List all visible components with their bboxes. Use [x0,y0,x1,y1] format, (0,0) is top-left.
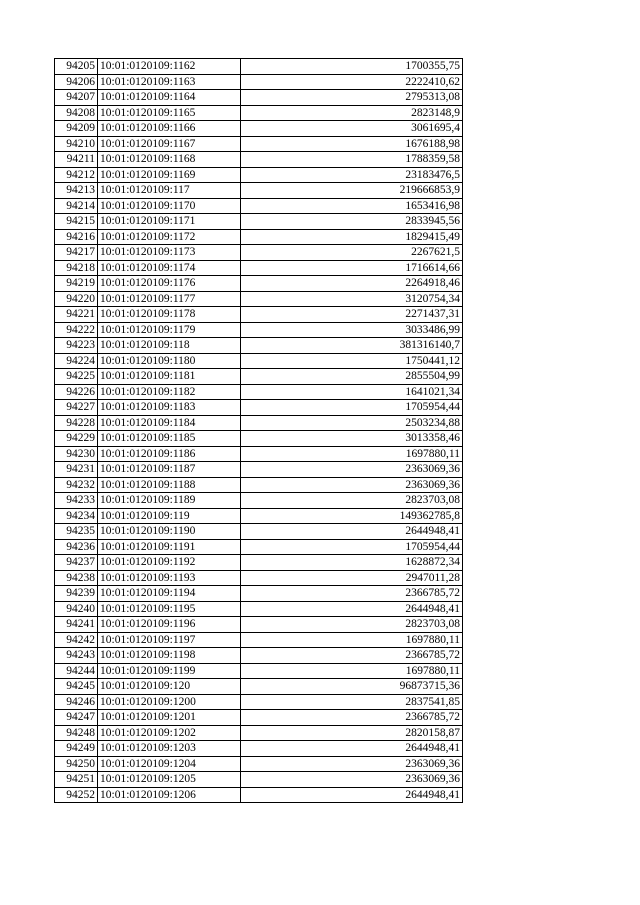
cadastral-number-cell: 10:01:0120109:1188 [98,477,241,493]
row-id-cell: 94227 [55,400,98,416]
table-row [55,756,463,772]
cadastral-value-cell: 381316140,7 [241,338,463,354]
table-row [55,632,463,648]
row-id-cell: 94221 [55,307,98,323]
cadastral-number-cell: 10:01:0120109:1162 [98,59,241,75]
row-id-cell: 94250 [55,756,98,772]
cadastral-value-cell: 2947011,28 [241,570,463,586]
cadastral-number-cell: 10:01:0120109:1201 [98,710,241,726]
row-id-cell: 94237 [55,555,98,571]
cadastral-value-cell: 2855504,99 [241,369,463,385]
cadastral-number-cell: 10:01:0120109:1176 [98,276,241,292]
cadastral-number-cell: 10:01:0120109:1194 [98,586,241,602]
table-row [55,353,463,369]
table-row [55,400,463,416]
row-id-cell: 94243 [55,648,98,664]
row-id-cell: 94240 [55,601,98,617]
table-row [55,524,463,540]
table-row [55,555,463,571]
cadastral-number-cell: 10:01:0120109:1205 [98,772,241,788]
row-id-cell: 94214 [55,198,98,214]
cadastral-number-cell: 10:01:0120109:1166 [98,121,241,137]
cadastral-number-cell: 10:01:0120109:1165 [98,105,241,121]
cadastral-number-cell: 10:01:0120109:1185 [98,431,241,447]
row-id-cell: 94246 [55,694,98,710]
table-row [55,245,463,261]
table-row [55,772,463,788]
table-row [55,260,463,276]
cadastral-number-cell: 10:01:0120109:1171 [98,214,241,230]
cadastral-value-cell: 2823148,9 [241,105,463,121]
row-id-cell: 94245 [55,679,98,695]
cadastral-value-cell: 2366785,72 [241,710,463,726]
cadastral-number-cell: 10:01:0120109:1193 [98,570,241,586]
cadastral-value-cell: 2363069,36 [241,772,463,788]
cadastral-value-cell: 2644948,41 [241,787,463,803]
row-id-cell: 94234 [55,508,98,524]
table-row [55,74,463,90]
cadastral-value-cell: 23183476,5 [241,167,463,183]
cadastral-value-cell: 1697880,11 [241,446,463,462]
row-id-cell: 94217 [55,245,98,261]
row-id-cell: 94239 [55,586,98,602]
row-id-cell: 94232 [55,477,98,493]
cadastral-number-cell: 10:01:0120109:1167 [98,136,241,152]
table-row [55,617,463,633]
cadastral-value-cell: 2795313,08 [241,90,463,106]
cadastral-number-cell: 10:01:0120109:1192 [98,555,241,571]
cadastral-value-cell: 2363069,36 [241,477,463,493]
cadastral-number-cell: 10:01:0120109:120 [98,679,241,695]
cadastral-number-cell: 10:01:0120109:1163 [98,74,241,90]
row-id-cell: 94211 [55,152,98,168]
row-id-cell: 94218 [55,260,98,276]
cadastral-number-cell: 10:01:0120109:1195 [98,601,241,617]
cadastral-value-cell: 219666853,9 [241,183,463,199]
cadastral-number-cell: 10:01:0120109:1190 [98,524,241,540]
cadastral-number-cell: 10:01:0120109:118 [98,338,241,354]
row-id-cell: 94241 [55,617,98,633]
cadastral-number-cell: 10:01:0120109:1168 [98,152,241,168]
table-row [55,648,463,664]
cadastral-number-cell: 10:01:0120109:1199 [98,663,241,679]
cadastral-number-cell: 10:01:0120109:1202 [98,725,241,741]
table-row [55,462,463,478]
cadastral-number-cell: 10:01:0120109:1164 [98,90,241,106]
table-row [55,136,463,152]
table-row [55,415,463,431]
cadastral-value-cell: 2366785,72 [241,586,463,602]
cadastral-number-cell: 10:01:0120109:1204 [98,756,241,772]
row-id-cell: 94213 [55,183,98,199]
row-id-cell: 94215 [55,214,98,230]
table-row [55,508,463,524]
table-row [55,725,463,741]
cadastral-value-cell: 2267621,5 [241,245,463,261]
table-row [55,276,463,292]
cadastral-value-cell: 2823703,08 [241,617,463,633]
table-row [55,446,463,462]
table-row [55,477,463,493]
cadastral-value-cell: 1705954,44 [241,539,463,555]
cadastral-value-cell: 1676188,98 [241,136,463,152]
cadastral-value-cell: 2833945,56 [241,214,463,230]
data-table-container [54,58,463,803]
row-id-cell: 94247 [55,710,98,726]
cadastral-number-cell: 10:01:0120109:1177 [98,291,241,307]
cadastral-number-cell: 10:01:0120109:1197 [98,632,241,648]
table-row [55,152,463,168]
cadastral-value-cell: 1697880,11 [241,663,463,679]
cadastral-number-cell: 10:01:0120109:1198 [98,648,241,664]
cadastral-value-cell: 96873715,36 [241,679,463,695]
row-id-cell: 94226 [55,384,98,400]
cadastral-number-cell: 10:01:0120109:117 [98,183,241,199]
cadastral-number-cell: 10:01:0120109:1183 [98,400,241,416]
table-row [55,369,463,385]
cadastral-number-cell: 10:01:0120109:1206 [98,787,241,803]
cadastral-value-cell: 2222410,62 [241,74,463,90]
row-id-cell: 94235 [55,524,98,540]
table-row [55,493,463,509]
table-row [55,694,463,710]
cadastral-value-cell: 2503234,88 [241,415,463,431]
cadastral-value-cell: 2837541,85 [241,694,463,710]
table-row [55,663,463,679]
cadastral-value-cell: 3120754,34 [241,291,463,307]
row-id-cell: 94233 [55,493,98,509]
cadastral-value-cell: 2644948,41 [241,741,463,757]
row-id-cell: 94248 [55,725,98,741]
table-row [55,710,463,726]
row-id-cell: 94207 [55,90,98,106]
cadastral-value-cell: 3013358,46 [241,431,463,447]
cadastral-value-cell: 1716614,66 [241,260,463,276]
row-id-cell: 94212 [55,167,98,183]
table-row [55,570,463,586]
cadastral-number-cell: 10:01:0120109:1200 [98,694,241,710]
cadastral-value-cell: 2264918,46 [241,276,463,292]
cadastral-value-cell: 2644948,41 [241,601,463,617]
cadastral-number-cell: 10:01:0120109:1181 [98,369,241,385]
cadastral-value-cell: 2363069,36 [241,462,463,478]
row-id-cell: 94223 [55,338,98,354]
cadastral-number-cell: 10:01:0120109:1187 [98,462,241,478]
cadastral-value-cell: 1700355,75 [241,59,463,75]
row-id-cell: 94251 [55,772,98,788]
cadastral-value-cell: 2363069,36 [241,756,463,772]
row-id-cell: 94205 [55,59,98,75]
table-row [55,121,463,137]
table-row [55,105,463,121]
table-row [55,787,463,803]
row-id-cell: 94220 [55,291,98,307]
row-id-cell: 94242 [55,632,98,648]
table-row [55,291,463,307]
table-row [55,322,463,338]
cadastral-number-cell: 10:01:0120109:1180 [98,353,241,369]
row-id-cell: 94230 [55,446,98,462]
row-id-cell: 94244 [55,663,98,679]
table-body [55,59,463,803]
cadastral-number-cell: 10:01:0120109:119 [98,508,241,524]
cadastral-value-cell: 1750441,12 [241,353,463,369]
cadastral-number-cell: 10:01:0120109:1196 [98,617,241,633]
cadastral-number-cell: 10:01:0120109:1174 [98,260,241,276]
cadastral-number-cell: 10:01:0120109:1170 [98,198,241,214]
cadastral-number-cell: 10:01:0120109:1182 [98,384,241,400]
cadastral-value-cell: 1653416,98 [241,198,463,214]
row-id-cell: 94209 [55,121,98,137]
cadastral-value-cell: 2271437,31 [241,307,463,323]
table-row [55,59,463,75]
row-id-cell: 94236 [55,539,98,555]
table-row [55,214,463,230]
row-id-cell: 94222 [55,322,98,338]
cadastral-value-cell: 2644948,41 [241,524,463,540]
cadastral-number-cell: 10:01:0120109:1191 [98,539,241,555]
table-row [55,307,463,323]
row-id-cell: 94228 [55,415,98,431]
row-id-cell: 94225 [55,369,98,385]
row-id-cell: 94210 [55,136,98,152]
row-id-cell: 94238 [55,570,98,586]
table-row [55,198,463,214]
cadastral-value-cell: 1697880,11 [241,632,463,648]
row-id-cell: 94206 [55,74,98,90]
cadastral-value-cell: 2366785,72 [241,648,463,664]
row-id-cell: 94208 [55,105,98,121]
cadastral-number-cell: 10:01:0120109:1186 [98,446,241,462]
table-row [55,586,463,602]
row-id-cell: 94216 [55,229,98,245]
cadastral-number-cell: 10:01:0120109:1178 [98,307,241,323]
table-row [55,679,463,695]
cadastral-value-table [54,58,463,803]
table-row [55,431,463,447]
cadastral-number-cell: 10:01:0120109:1179 [98,322,241,338]
cadastral-number-cell: 10:01:0120109:1173 [98,245,241,261]
cadastral-value-cell: 1641021,34 [241,384,463,400]
cadastral-value-cell: 3061695,4 [241,121,463,137]
cadastral-value-cell: 1628872,34 [241,555,463,571]
row-id-cell: 94229 [55,431,98,447]
row-id-cell: 94224 [55,353,98,369]
table-row [55,539,463,555]
table-row [55,183,463,199]
table-row [55,601,463,617]
cadastral-number-cell: 10:01:0120109:1184 [98,415,241,431]
table-row [55,229,463,245]
row-id-cell: 94249 [55,741,98,757]
table-row [55,90,463,106]
row-id-cell: 94231 [55,462,98,478]
cadastral-value-cell: 1705954,44 [241,400,463,416]
cadastral-value-cell: 2823703,08 [241,493,463,509]
cadastral-number-cell: 10:01:0120109:1169 [98,167,241,183]
cadastral-number-cell: 10:01:0120109:1203 [98,741,241,757]
table-row [55,384,463,400]
row-id-cell: 94219 [55,276,98,292]
cadastral-value-cell: 1829415,49 [241,229,463,245]
table-row [55,167,463,183]
cadastral-value-cell: 1788359,58 [241,152,463,168]
row-id-cell: 94252 [55,787,98,803]
table-row [55,338,463,354]
cadastral-number-cell: 10:01:0120109:1189 [98,493,241,509]
cadastral-value-cell: 2820158,87 [241,725,463,741]
cadastral-value-cell: 3033486,99 [241,322,463,338]
cadastral-value-cell: 149362785,8 [241,508,463,524]
table-row [55,741,463,757]
cadastral-number-cell: 10:01:0120109:1172 [98,229,241,245]
